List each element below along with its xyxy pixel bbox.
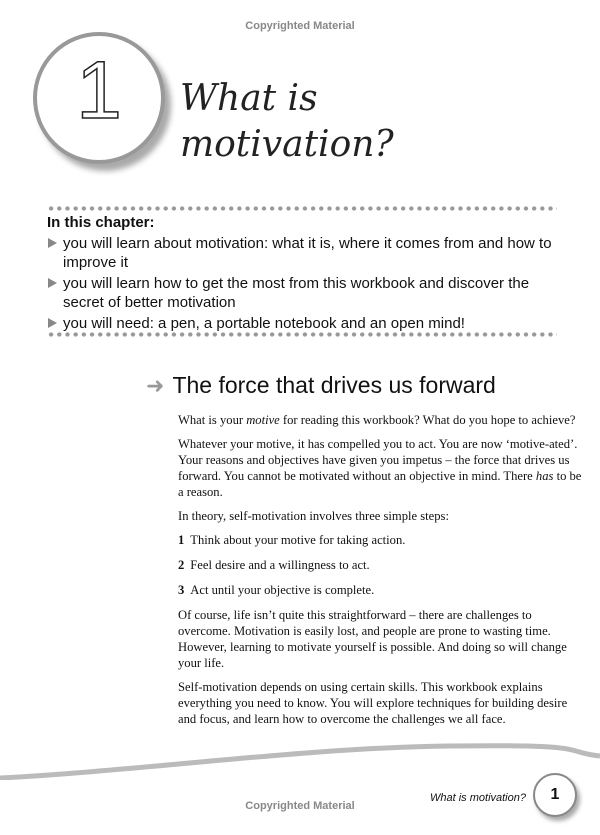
chapter-title	[180, 76, 394, 168]
step-item: 3 Act until your objective is complete.	[178, 583, 375, 597]
paragraph: Of course, life isn’t quite this straightforward – there are challenges to overcome. Motivation is easily lost, and people are prone to wasting time. However, learning to motivate yourself is possible. And doing so will change your life.	[178, 608, 567, 670]
body-text	[178, 412, 582, 735]
intro-item	[47, 274, 567, 312]
chapter-number: 1	[76, 45, 122, 136]
footer-swoosh	[0, 740, 600, 780]
triangle-bullet-icon	[48, 238, 57, 248]
intro-item	[47, 234, 567, 272]
paragraph: In theory, self-motivation involves three simple steps:	[178, 509, 449, 523]
triangle-bullet-icon	[48, 318, 57, 328]
intro-item-text: you will need: a pen, a portable notebook and an open mind!	[63, 315, 465, 332]
copyright-watermark-bottom: Copyrighted Material	[245, 800, 355, 812]
running-title: What is motivation?	[430, 792, 526, 804]
dotted-divider-bottom	[47, 332, 557, 337]
copyright-watermark-top: Copyrighted Material	[245, 20, 355, 32]
chapter-number-circle	[33, 32, 165, 164]
intro-item-text: you will learn how to get the most from this workbook and discover the secret of better motivation	[63, 275, 530, 311]
chapter-intro-box	[47, 213, 567, 335]
chapter-title-line2: motivation?	[180, 124, 394, 165]
intro-item	[47, 314, 567, 333]
chapter-title-line1: What is	[180, 78, 318, 119]
paragraph: Whatever your motive, it has compelled you to act. You are now ‘motive-ated’. Your reasons and objectives have given you impetus – the force that drives us forward. You cannot be motivated without an objective in mind. There has to be a reason.	[178, 437, 582, 499]
paragraph: What is your motive for reading this workbook? What do you hope to achieve?	[178, 413, 576, 427]
paragraph: Self-motivation depends on using certain skills. This workbook explains everything you need to know. You will explore techniques for building desire and focus, and learn how to overcome the challenges we all face.	[178, 680, 568, 726]
page-number: 1	[533, 773, 577, 817]
section-heading	[146, 372, 496, 399]
intro-heading: In this chapter:	[47, 214, 155, 231]
dotted-divider-top	[47, 206, 557, 211]
section-heading-text: The force that drives us forward	[172, 372, 496, 398]
arrow-right-icon: ➜	[146, 373, 165, 398]
step-item: 2 Feel desire and a willingness to act.	[178, 558, 370, 572]
step-item: 1 Think about your motive for taking action.	[178, 533, 406, 547]
intro-item-text: you will learn about motivation: what it is, where it comes from and how to improve it	[63, 235, 552, 271]
triangle-bullet-icon	[48, 278, 57, 288]
